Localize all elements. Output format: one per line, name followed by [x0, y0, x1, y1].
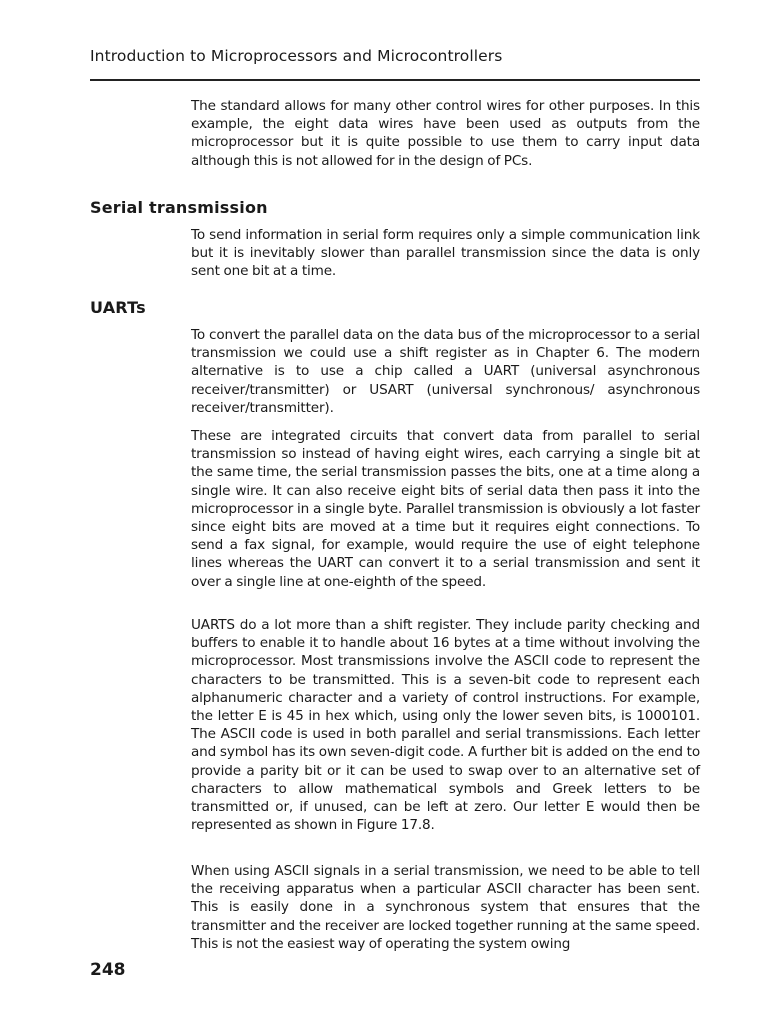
uarts-paragraph: To convert the parallel data on the data bus of the microprocessor to a serial transmission we could use a shift register as in Chapter 6. The modern alternative is to use a chip called a UART (universal asynchronous receiver/transmitter) or USART (universal synchronous/ asynchronous receiver/transmitter).	[191, 327, 700, 416]
uarts-paragraph: These are integrated circuits that convert data from parallel to serial transmission so instead of having eight wires, each carrying a single bit at the same time, the serial transmission passes the bits, one at a time along a single wire. It can also receive eight bits of serial data then pass it into the microprocessor in a single byte. Parallel transmission is obviously a lot faster since eight bits are moved at a time but it requires eight connections. To send a fax signal, for example, would require the use of eight telephone lines whereas the UART can convert it to a serial transmission and sent it over a single line at one-eighth of the speed.	[191, 428, 700, 590]
serial-paragraph: To send information in serial form requires only a simple communication link but it is inevitably slower than parallel transmission since the data is only sent one bit at a time.	[191, 227, 700, 280]
section-heading-uarts: UARTs	[90, 298, 146, 317]
header-rule	[90, 79, 700, 81]
running-header: Introduction to Microprocessors and Microcontrollers	[90, 47, 503, 65]
uarts-paragraph: When using ASCII signals in a serial transmission, we need to be able to tell the receiving apparatus when a particular ASCII character has been sent. This is easily done in a synchronous system that ensures that the transmitter and the receiver are locked together running at the same speed. This is not the easiest way of operating the system owing	[191, 863, 700, 952]
intro-paragraph: The standard allows for many other control wires for other purposes. In this example, the eight data wires have been used as outputs from the microprocessor but it is quite possible to use them to carry input data although this is not allowed for in the design of PCs.	[191, 98, 700, 169]
uarts-paragraph: UARTS do a lot more than a shift register. They include parity checking and buffers to enable it to handle about 16 bytes at a time without involving the microprocessor. Most transmissions involve the ASCII code to represent the characters to be transmitted. This is a seven-bit code to represent each alphanumeric character and a variety of control instructions. For example, the letter E is 45 in hex which, using only the lower seven bits, is 1000101. The ASCII code is used in both parallel and serial transmissions. Each letter and symbol has its own seven-digit code. A further bit is added on the end to provide a parity bit or it can be used to swap over to an alternative set of characters to allow mathematical symbols and Greek letters to be transmitted or, if unused, can be left at zero. Our letter E would then be represented as shown in Figure 17.8.	[191, 617, 700, 834]
page-number: 248	[90, 960, 126, 980]
section-heading-serial-transmission: Serial transmission	[90, 198, 268, 217]
